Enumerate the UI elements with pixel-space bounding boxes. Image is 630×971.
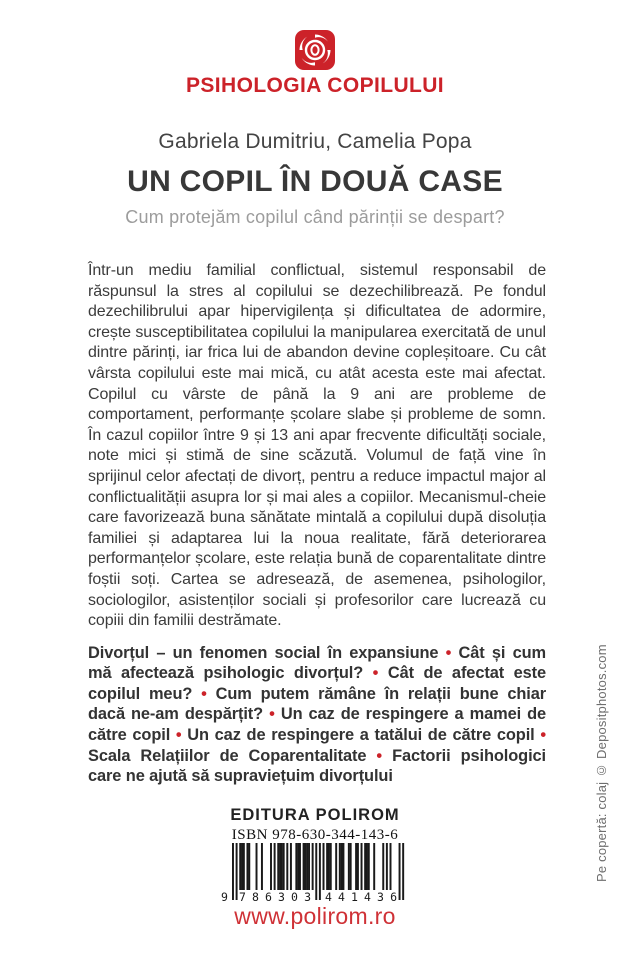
cover-credit-caption: Pe copertă: colaj © Depositphotos.com: [594, 644, 609, 882]
series-label: PSIHOLOGIA COPILULUI: [185, 74, 445, 97]
book-authors: Gabriela Dumitriu, Camelia Popa: [158, 130, 472, 153]
bullet-separator: •: [438, 643, 459, 662]
ean13-barcode: [218, 842, 418, 904]
svg-text:9: 9: [221, 890, 228, 904]
isbn-label: ISBN 978-630-344-143-6: [231, 827, 399, 843]
publisher-name: EDITURA POLIROM: [230, 806, 400, 824]
book-subtitle: Cum protejăm copilul când părinții se despart?: [125, 207, 505, 227]
back-cover-text-column: [88, 261, 546, 787]
bullet-separator: •: [534, 726, 546, 745]
bullet-separator: •: [170, 726, 188, 745]
svg-text:441436: 441436: [325, 890, 397, 904]
bullet-separator: •: [192, 684, 216, 703]
bullet-separator: •: [366, 746, 393, 765]
book-title: UN COPIL ÎN DOUĂ CASE: [127, 165, 503, 198]
highlights-text: Divorțul – un fenomen social în expansiune • Cât și cum mă afectează psihologic divorțul? • Cât de afectat este copilul meu? • Cum putem rămâne în relații bune chiar dacă ne-am despărțit? • Un caz de respingere a mamei de către copil • Un caz de respingere a tatălui de către copil • Scala Relațiilor de Coparentalitate • Factorii psihologici care ne ajută să supraviețuim divorțului: [88, 643, 547, 786]
svg-text:786303: 786303: [239, 890, 311, 904]
bullet-separator: •: [363, 664, 388, 683]
polirom-rose-logo-icon: [295, 30, 335, 70]
bullet-separator: •: [263, 705, 281, 724]
publisher-website-url: www.polirom.ro: [234, 903, 396, 929]
blurb-paragraph: Într-un mediu familial conflictual, sistemul responsabil de răspunsul la stres al copilului se dezechilibrează. Pe fondul dezechilibrului apar hipervigilența și dificultatea de adormire, crește susceptibilitatea copilului la manipularea exercitată de unul dintre părinți, iar frica lui de abandon devine copleșitoare. Cu cât vârsta copilului este mai mică, cu atât acesta este mai afectat. Copilul cu vârste de până la 9 ani are probleme de comportament, performanțe școlare slabe și probleme de somn. În cazul copiilor între 9 și 13 ani apar frecvente dificultăți sociale, note mici și stimă de sine scăzută. Volumul de față vine în sprijinul celor afectați de divorț, pentru a reduce impactul major al conflictualității asupra lor și mai ales a copiilor. Mecanismul-cheie care favorizează buna sănătate mintală a copilului după disoluția familiei și adaptarea lui la noua realitate, fără deteriorarea performanțelor școlare, este relația bună de coparentalitate dintre foștii soți. Cartea se adresează, de asemenea, psihologilor, sociologilor, asistenților sociali și profesorilor care lucrează cu copiii din familii destrămate.: [88, 262, 546, 630]
